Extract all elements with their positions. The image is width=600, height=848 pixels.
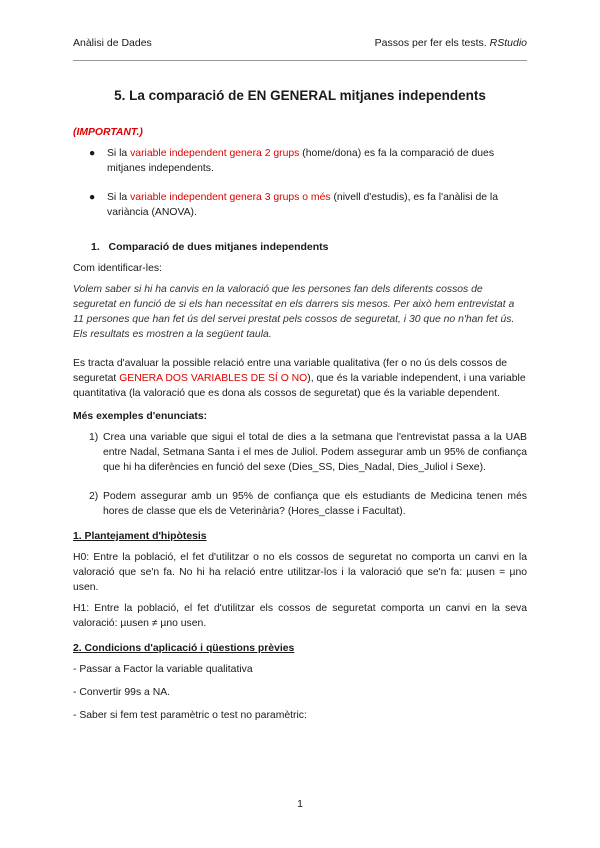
hypothesis-heading: 1. Plantejament d'hipòtesis: [73, 531, 207, 542]
page-body: [73, 88, 527, 729]
header-rule: [73, 60, 527, 61]
condition-item: - Saber si fem test paramètric o test no paramètric:: [73, 710, 307, 721]
explain-post: ), que és la variable independent, i una variable quantitativa (la valoració que es dona als cossos de seguretat) que és la variable dependent.: [73, 373, 526, 399]
examples-list: [73, 430, 527, 519]
bullet-text-pre: Si la: [107, 192, 131, 203]
h0-paragraph: H0: Entre la població, el fet d'utilitzar o no els cossos de seguretat no comporta un canvi en la valoració que se'n fa. No hi ha relació entre utilitzar-los i la valoració que se'n fa: µusen = µno usen.: [73, 552, 527, 593]
header-left: Anàlisi de Dades: [73, 37, 152, 49]
identify-label: Com identificar-les:: [73, 263, 162, 274]
bullet-icon: ●: [89, 148, 96, 159]
header-right-text: Passos per fer els tests.: [374, 37, 487, 49]
example-number: 2): [89, 491, 99, 502]
condition-item: - Convertir 99s a NA.: [73, 687, 171, 698]
page-number: 1: [297, 798, 303, 810]
header-right-italic: RStudio: [489, 37, 527, 49]
bullet-list: [73, 146, 527, 220]
bullet-text-red: variable independent genera 3 grups o més: [130, 192, 331, 203]
important-label: (IMPORTANT.): [73, 127, 143, 138]
list-item: [73, 146, 527, 176]
h1-paragraph: H1: Entre la població, el fet d'utilitzar els cossos de seguretat comporta un canvi en la seva valoració: µusen ≠ µno usen.: [73, 603, 527, 629]
example-statement: Volem saber si hi ha canvis en la valoració que les persones fan dels diferents cossos de seguretat en funció de si els han necessitat en els darrers sis mesos. Per això hem entrevistat a 11 persones que han fet ús del servei prestat pels cossos de seguretat, i 30 que no n'han fet ús. Els resultats es mostren a la següent taula.: [73, 284, 515, 340]
explain-pre: Es tracta d'avaluar la possible relació entre una variable qualitativa (fer o no ús dels cossos de seguretat: [73, 358, 508, 384]
page-header: [73, 37, 527, 51]
header-right: [375, 37, 527, 49]
bullet-text-red: variable independent genera 2 grups: [130, 148, 300, 159]
bullet-text-pre: Si la: [107, 148, 131, 159]
conditions-heading: 2. Condicions d'aplicació i qüestions prèvies: [73, 643, 295, 654]
bullet-text-post: (home/dona) es fa la comparació de dues mitjanes independents.: [107, 148, 495, 174]
explanation-paragraph: [73, 356, 527, 401]
section-heading: [73, 240, 527, 255]
list-item: [73, 190, 527, 220]
more-examples-heading: Més exemples d'enunciats:: [73, 411, 208, 422]
list-item: [73, 489, 527, 519]
example-text: Podem assegurar amb un 95% de confiança que els estudiants de Medicina tenen més hores de classe que els de Veterinària? (Hores_classe i Facultat).: [103, 491, 527, 517]
list-item: [73, 430, 527, 475]
explain-red: GENERA DOS VARIABLES DE SÍ O NO: [119, 373, 308, 384]
example-number: 1): [89, 432, 99, 443]
bullet-text-post: (nivell d'estudis), es fa l'anàlisi de la variància (ANOVA).: [107, 192, 498, 218]
section-number: 1.: [91, 241, 100, 253]
page-title: 5. La comparació de EN GENERAL mitjanes independents: [114, 88, 486, 103]
example-text: Crea una variable que sigui el total de dies a la setmana que l'entrevistat passa a la UAB entre Nadal, Setmana Santa i el mes de Juliol. Podem assegurar amb un 95% de confiança que hi ha diferències en funció del sexe (Dies_SS, Dies_Nadal, Dies_Juliol i Sexe).: [103, 432, 527, 473]
section-title: Comparació de dues mitjanes independents: [108, 241, 329, 253]
condition-item: - Passar a Factor la variable qualitativa: [73, 664, 253, 675]
bullet-icon: ●: [89, 192, 96, 203]
